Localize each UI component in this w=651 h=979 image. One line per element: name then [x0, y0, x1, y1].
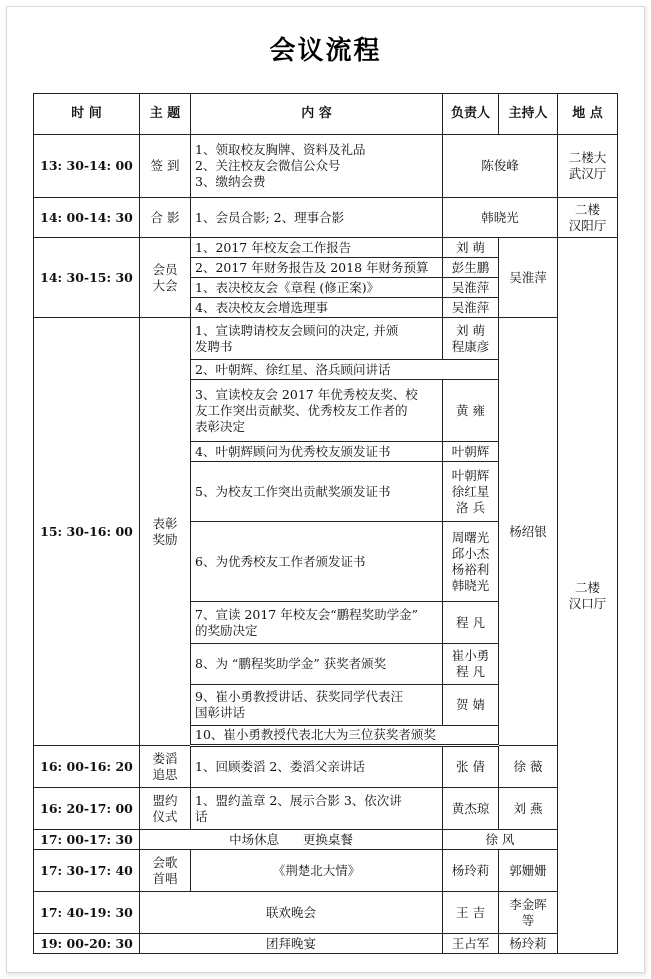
- owner-line: 程康彦: [451, 338, 490, 354]
- owner-cell: 陈俊峰: [443, 135, 558, 198]
- location-line: 武汉厅: [568, 166, 607, 181]
- owner-line: 周曙光: [451, 529, 490, 545]
- table-row: [34, 198, 618, 238]
- theme-line: 奖励: [152, 531, 178, 547]
- content-line: 国彰讲话: [195, 705, 246, 720]
- time-cell: 14: 30-15: 30: [34, 238, 140, 318]
- owner-cell: 贺 婧: [443, 685, 499, 726]
- theme-line: 大会: [152, 277, 178, 293]
- content-cell: 10、崔小勇教授代表北大为三位获奖者颁奖: [191, 726, 499, 746]
- theme-line: 追思: [152, 766, 178, 782]
- location-line: 汉口厅: [568, 595, 607, 611]
- host-cell: 杨玲莉: [499, 934, 558, 954]
- content-line: 9、崔小勇教授讲话、获奖同学代表汪: [195, 689, 403, 704]
- host-cell: 杨绍银: [499, 318, 558, 746]
- header-owner: 负责人: [443, 94, 499, 135]
- content-cell: [191, 135, 443, 198]
- content-line: 表彰决定: [195, 418, 246, 434]
- theme-line: 仪式: [152, 808, 178, 824]
- owner-cell: 黄 雍: [443, 380, 499, 442]
- owner-cell: [443, 462, 499, 522]
- host-line: 等: [521, 912, 535, 928]
- time-cell: 17: 40-19: 30: [34, 892, 140, 934]
- page-title: 会议流程: [269, 36, 382, 66]
- header-content: 内 容: [191, 94, 443, 135]
- content-line: 的奖励决定: [195, 622, 258, 638]
- content-line: 1、领取校友胸牌、资料及礼品: [195, 142, 366, 157]
- owner-line: 崔小勇: [451, 648, 490, 663]
- schedule-table: [33, 93, 618, 954]
- table-row: [34, 318, 618, 360]
- host-cell: 刘 燕: [499, 788, 558, 830]
- header-host: 主持人: [499, 94, 558, 135]
- content-cell: [191, 788, 443, 830]
- time-cell: 15: 30-16: 00: [34, 318, 140, 746]
- location-line: 二楼: [574, 579, 600, 595]
- owner-line: 叶朝辉: [451, 467, 490, 483]
- header-time: 时 间: [34, 94, 140, 135]
- owner-cell: 杨玲莉: [443, 850, 499, 892]
- location-cell: [558, 198, 618, 238]
- content-line: 1、宣读聘请校友会顾问的决定, 并颁: [195, 322, 399, 338]
- content-cell: 2、2017 年财务报告及 2018 年财务预算: [191, 258, 443, 278]
- content-cell: [191, 318, 443, 360]
- owner-cell: [443, 644, 499, 685]
- content-line: 3、宣读校友会 2017 年优秀校友奖、校: [195, 386, 418, 402]
- content-cell: 《荆楚北大情》: [191, 850, 443, 892]
- header-theme: 主 题: [140, 94, 191, 135]
- owner-cell: 王占军: [443, 934, 499, 954]
- table-row: [34, 934, 618, 954]
- time-cell: 17: 00-17: 30: [34, 830, 140, 850]
- theme-line: 会歌: [152, 854, 178, 870]
- time-cell: 17: 30-17: 40: [34, 850, 140, 892]
- theme-cell: [140, 318, 191, 746]
- theme-line: 首唱: [152, 870, 178, 886]
- time-cell: 13: 30-14: 00: [34, 135, 140, 198]
- theme-cell: [140, 238, 191, 318]
- owner-cell: [443, 522, 499, 602]
- time-cell: 14: 00-14: 30: [34, 198, 140, 238]
- theme-cell: [140, 746, 191, 788]
- owner-line: 洛 兵: [456, 499, 485, 515]
- content-cell: 1、会员合影; 2、理事合影: [191, 198, 443, 238]
- time-cell: 19: 00-20: 30: [34, 934, 140, 954]
- owner-cell: [443, 318, 499, 360]
- owner-cell: 黄杰琼: [443, 788, 499, 830]
- content-line: 友工作突出贡献奖、优秀校友工作者的: [195, 402, 408, 418]
- content-cell: [191, 380, 443, 442]
- content-cell: 中场休息 更换桌餐: [140, 830, 443, 850]
- owner-line: 杨裕利: [451, 561, 490, 577]
- owner-cell: 彭生鹏: [443, 258, 499, 278]
- owner-line: 韩晓光: [451, 577, 490, 593]
- owner-cell: 程 凡: [443, 602, 499, 644]
- theme-cell: 签 到: [140, 135, 191, 198]
- location-line: 汉阳厅: [568, 217, 607, 233]
- owner-line: 邱小杰: [451, 545, 490, 561]
- content-cell: 联欢晚会: [140, 892, 443, 934]
- theme-cell: [140, 850, 191, 892]
- content-cell: 6、为优秀校友工作者颁发证书: [191, 522, 443, 602]
- table-row: [34, 850, 618, 892]
- content-cell: 5、为校友工作突出贡献奖颁发证书: [191, 462, 443, 522]
- content-line: 1、盟约盖章 2、展示合影 3、依次讲: [195, 792, 402, 808]
- content-cell: 1、表决校友会《章程 (修正案)》: [191, 278, 443, 298]
- theme-line: 表彰: [152, 515, 178, 531]
- table-row: [34, 135, 618, 198]
- content-line: 话: [195, 808, 208, 824]
- content-cell: [191, 602, 443, 644]
- theme-line: 娄滔: [152, 750, 178, 766]
- owner-cell: 王 吉: [443, 892, 499, 934]
- owner-cell: 韩晓光: [443, 198, 558, 238]
- owner-cell: 刘 萌: [443, 238, 499, 258]
- content-cell: 团拜晚宴: [140, 934, 443, 954]
- theme-cell: 合 影: [140, 198, 191, 238]
- content-line: 2、关注校友会微信公众号: [195, 158, 341, 173]
- theme-cell: [140, 788, 191, 830]
- content-line: 发聘书: [195, 338, 233, 354]
- owner-line: 程 凡: [456, 664, 485, 679]
- host-cell: [499, 892, 558, 934]
- host-cell: 吴淮萍: [499, 238, 558, 318]
- owner-line: 刘 萌: [456, 322, 485, 338]
- table-row: [34, 892, 618, 934]
- location-line: 二楼: [574, 201, 600, 217]
- theme-line: 会员: [152, 261, 178, 277]
- table-row: [34, 238, 618, 258]
- content-cell: 4、表决校友会增选理事: [191, 298, 443, 318]
- time-cell: 16: 00-16: 20: [34, 746, 140, 788]
- header-row: [34, 94, 618, 135]
- owner-line: 徐红星: [451, 483, 490, 499]
- content-line: 3、缴纳会费: [195, 174, 266, 189]
- content-cell: [191, 685, 443, 726]
- time-cell: 16: 20-17: 00: [34, 788, 140, 830]
- location-cell: [558, 135, 618, 198]
- table-row: [34, 830, 618, 850]
- host-cell: 徐 薇: [499, 746, 558, 788]
- table-row: [34, 746, 618, 788]
- owner-cell: 叶朝辉: [443, 442, 499, 462]
- header-location: 地 点: [558, 94, 618, 135]
- table-row: [34, 788, 618, 830]
- host-line: 李金晖: [509, 896, 547, 912]
- content-cell: 2、叶朝辉、徐红星、洛兵顾问讲话: [191, 360, 499, 380]
- location-cell: [558, 238, 618, 954]
- theme-line: 盟约: [152, 792, 178, 808]
- content-line: 7、宣读 2017 年校友会“鹏程奖助学金”: [195, 606, 418, 622]
- host-cell: 徐 风: [443, 830, 558, 850]
- content-cell: 4、叶朝辉顾问为优秀校友颁发证书: [191, 442, 443, 462]
- content-cell: 8、为 “鹏程奖助学金” 获奖者颁奖: [191, 644, 443, 685]
- content-cell: 1、2017 年校友会工作报告: [191, 238, 443, 258]
- owner-cell: 吴淮萍: [443, 298, 499, 318]
- owner-cell: 吴淮萍: [443, 278, 499, 298]
- owner-cell: 张 倩: [443, 746, 499, 788]
- content-cell: 1、回顾娄滔 2、娄滔父亲讲话: [191, 746, 443, 788]
- location-line: 二楼大: [568, 150, 607, 165]
- host-cell: 郭姗姗: [499, 850, 558, 892]
